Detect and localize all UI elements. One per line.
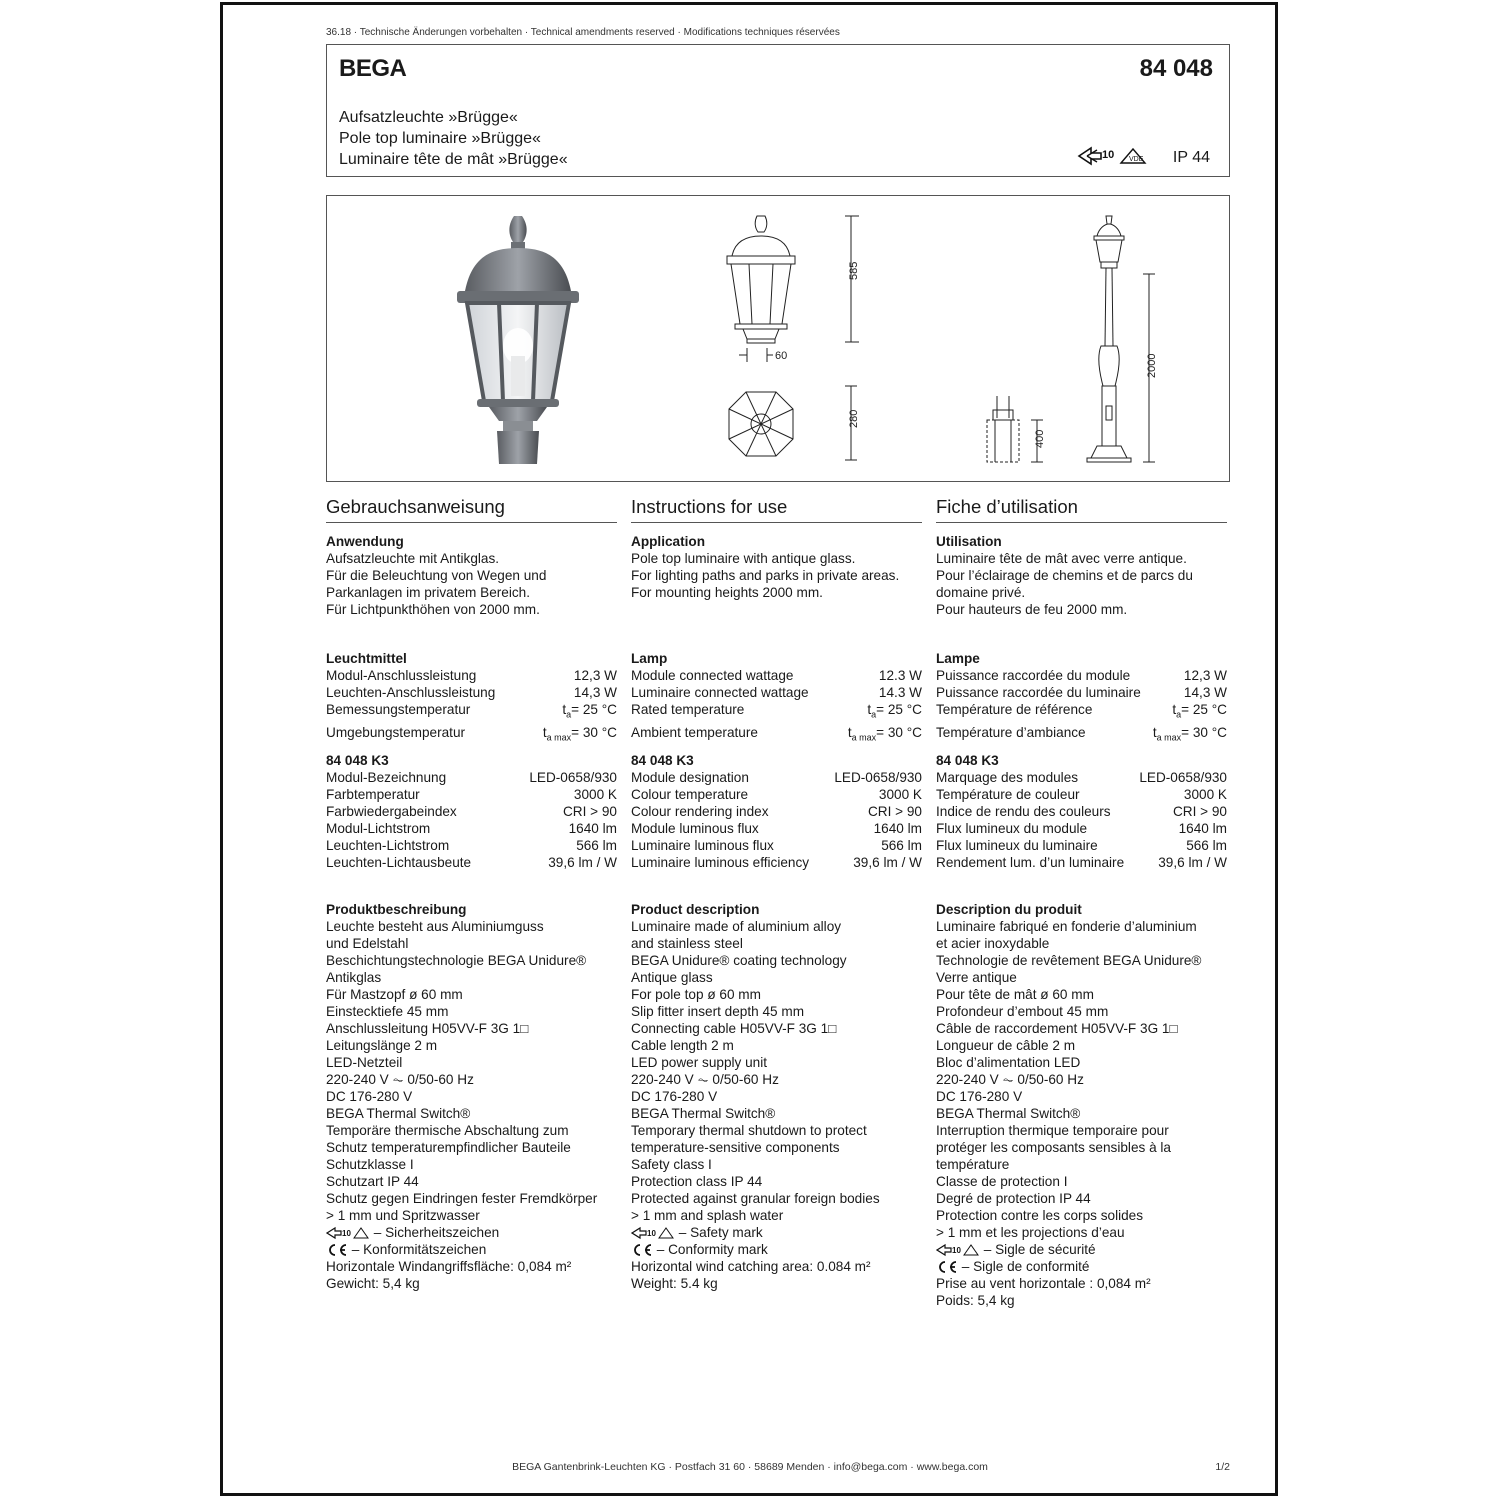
- text-line: Pole top luminaire with antique glass.: [631, 551, 856, 566]
- spec-row: [631, 769, 922, 786]
- spec-value: 12,3 W: [1183, 668, 1227, 683]
- text-line: Schutz temperaturempfindlicher Bauteile: [326, 1140, 571, 1155]
- spec-value: 12,3 W: [573, 668, 617, 683]
- spec-label: Leuchten-Lichtausbeute: [326, 855, 472, 870]
- text-line: Schutz gegen Eindringen fester Fremdkörper: [326, 1191, 598, 1206]
- spec-label: Colour rendering index: [631, 804, 769, 819]
- spec-label: Indice de rendu des couleurs: [936, 804, 1111, 819]
- text-line: BEGA Unidure® coating technology: [631, 953, 847, 968]
- column-de: [326, 495, 617, 1291]
- lamp-section-title: Lamp: [631, 651, 668, 666]
- pole-elevation-drawing: [1087, 216, 1155, 462]
- conformity-mark-line: [936, 1258, 1227, 1275]
- spec-label: Module luminous flux: [631, 821, 759, 836]
- text-line: Degré de protection IP 44: [936, 1191, 1091, 1206]
- spec-row: [631, 803, 922, 820]
- text-line: DC 176-280 V: [326, 1089, 413, 1104]
- module-section: [936, 752, 1227, 871]
- text-line: Schutzklasse I: [326, 1157, 414, 1172]
- spec-label: Luminaire luminous flux: [631, 838, 774, 853]
- spec-label: Flux lumineux du luminaire: [936, 838, 1098, 853]
- spec-label: Leuchten-Lichtstrom: [326, 838, 450, 853]
- conformity-mark-line: [326, 1241, 617, 1258]
- spec-label: Modul-Bezeichnung: [326, 770, 447, 785]
- text-line: et acier inoxydable: [936, 936, 1050, 951]
- spec-value: [1172, 701, 1227, 724]
- article-number: 84 048: [1139, 55, 1213, 82]
- temp-symbol: t: [847, 724, 852, 740]
- description-section: [326, 901, 617, 1292]
- spec-label: Luminaire luminous efficiency: [631, 855, 810, 870]
- text-line: Horizontal wind catching area: 0.084 m²: [631, 1259, 871, 1274]
- spec-label: Module connected wattage: [631, 668, 794, 683]
- spec-label: Marquage des modules: [936, 770, 1079, 785]
- enec-number: 10: [1102, 149, 1115, 161]
- spec-value: LED-0658/930: [529, 770, 617, 785]
- spec-label: Ambient temperature: [631, 724, 758, 740]
- spec-row: [631, 820, 922, 837]
- spec-value: LED-0658/930: [1139, 770, 1227, 785]
- application-section: [631, 533, 922, 601]
- text-line: Pour l’éclairage de chemins et de parcs du: [936, 568, 1193, 583]
- spec-row: [326, 820, 617, 837]
- spec-value: 566 lm: [881, 838, 922, 853]
- text-line: température: [936, 1157, 1010, 1172]
- description-section-title: Product description: [631, 902, 760, 917]
- section-heading: Instructions for use: [631, 495, 922, 523]
- text-line: temperature-sensitive components: [631, 1140, 840, 1155]
- spec-row: [631, 701, 922, 724]
- module-section-title: 84 048 K3: [326, 753, 389, 768]
- lamp-section: [631, 650, 922, 746]
- spec-label: Puissance raccordée du module: [936, 668, 1131, 683]
- spec-value: CRI > 90: [562, 804, 617, 819]
- text-line: LED-Netzteil: [326, 1055, 403, 1070]
- svg-text:10: 10: [647, 1229, 656, 1239]
- spec-value: 14.3 W: [878, 685, 922, 700]
- spec-row: [326, 769, 617, 786]
- text-line: Schutzart IP 44: [326, 1174, 419, 1189]
- text-line: BEGA Thermal Switch®: [326, 1106, 471, 1121]
- text-line: Prise au vent horizontale : 0,084 m²: [936, 1276, 1151, 1291]
- conformity-mark-line: [631, 1241, 922, 1258]
- product-name-de: Aufsatzleuchte »Brügge«: [339, 109, 518, 126]
- product-names: [339, 107, 568, 170]
- spec-label: Température d’ambiance: [936, 724, 1086, 740]
- spec-row: [631, 724, 922, 747]
- spec-row: [936, 684, 1227, 701]
- side-view-drawing: [727, 216, 859, 362]
- text-line: 220-240 V ⏦ 0/50-60 Hz: [936, 1072, 1084, 1087]
- text-line: domaine privé.: [936, 585, 1026, 600]
- temp-subscript: a max: [546, 732, 572, 743]
- text-line: BEGA Thermal Switch®: [936, 1106, 1081, 1121]
- spec-label: Module designation: [631, 770, 749, 785]
- svg-text:VDE: VDE: [1129, 156, 1144, 163]
- text-line: > 1 mm and splash water: [631, 1208, 784, 1223]
- spec-row: [326, 803, 617, 820]
- text-line: Câble de raccordement H05VV-F 3G 1□: [936, 1021, 1178, 1036]
- text-line: Antique glass: [631, 970, 713, 985]
- spec-value: 1640 lm: [568, 821, 617, 836]
- spec-label: Modul-Anschlussleistung: [326, 668, 477, 683]
- text-line: und Edelstahl: [326, 936, 409, 951]
- spec-row: [631, 667, 922, 684]
- text-line: Parkanlagen im privatem Bereich.: [326, 585, 530, 600]
- spec-row: [326, 837, 617, 854]
- top-note: 36.18 · Technische Änderungen vorbehalten · Technical amendments reserved · Modifications techniques réservées: [326, 27, 840, 38]
- text-line: Für die Beleuchtung von Wegen und: [326, 568, 547, 583]
- conformity-mark-text: – Konformitätszeichen: [351, 1242, 487, 1257]
- spec-row: [936, 803, 1227, 820]
- spec-row: [936, 701, 1227, 724]
- spec-label: Leuchten-Anschlussleistung: [326, 685, 496, 700]
- text-line: Temporäre thermische Abschaltung zum: [326, 1123, 569, 1138]
- luminaire-render: [457, 216, 579, 464]
- spec-row: [326, 724, 617, 747]
- spec-row: [936, 854, 1227, 871]
- text-line: and stainless steel: [631, 936, 743, 951]
- text-line: 220-240 V ⏦ 0/50-60 Hz: [631, 1072, 779, 1087]
- temp-value: = 25 °C: [876, 702, 922, 717]
- text-line: Gewicht: 5,4 kg: [326, 1276, 420, 1291]
- svg-text:10: 10: [952, 1246, 961, 1256]
- text-line: Protection class IP 44: [631, 1174, 763, 1189]
- page-number: 1/2: [1215, 1461, 1230, 1473]
- safety-mark-line: [631, 1224, 922, 1241]
- text-line: For pole top ø 60 mm: [631, 987, 761, 1002]
- temp-symbol: t: [1152, 724, 1157, 740]
- temp-symbol: t: [867, 702, 872, 717]
- spec-row: [326, 854, 617, 871]
- text-line: Pour hauteurs de feu 2000 mm.: [936, 602, 1128, 617]
- text-line: Anschlussleitung H05VV-F 3G 1□: [326, 1021, 529, 1036]
- text-line: Cable length 2 m: [631, 1038, 734, 1053]
- spec-label: Température de couleur: [936, 787, 1080, 802]
- application-section: [936, 533, 1227, 618]
- spec-row: [936, 769, 1227, 786]
- ground-sleeve-drawing: [987, 396, 1043, 462]
- text-line: LED power supply unit: [631, 1055, 768, 1070]
- text-line: Interruption thermique temporaire pour: [936, 1123, 1169, 1138]
- spec-value: 14,3 W: [573, 685, 617, 700]
- text-line: Profondeur d’embout 45 mm: [936, 1004, 1109, 1019]
- temp-subscript: a: [566, 709, 572, 720]
- spec-row: [936, 837, 1227, 854]
- text-line: Aufsatzleuchte mit Antikglas.: [326, 551, 500, 566]
- text-line: Technologie de revêtement BEGA Unidure®: [936, 953, 1202, 968]
- spec-value: 566 lm: [1186, 838, 1227, 853]
- text-line: 220-240 V ⏦ 0/50-60 Hz: [326, 1072, 474, 1087]
- text-line: Leitungslänge 2 m: [326, 1038, 438, 1053]
- spec-value: LED-0658/930: [834, 770, 922, 785]
- spec-label: Bemessungstemperatur: [326, 702, 471, 717]
- description-section-title: Produktbeschreibung: [326, 902, 467, 917]
- spec-value: CRI > 90: [1172, 804, 1227, 819]
- dimension-insert: 400: [1034, 429, 1046, 448]
- spec-row: [631, 684, 922, 701]
- spec-label: Luminaire connected wattage: [631, 685, 809, 700]
- safety-mark-text: – Sigle de sécurité: [983, 1242, 1096, 1257]
- spec-value: 3000 K: [573, 787, 617, 802]
- text-line: BEGA Thermal Switch®: [631, 1106, 776, 1121]
- spec-row: [936, 820, 1227, 837]
- dimension-top-view: 280: [848, 409, 860, 428]
- description-section: [631, 901, 922, 1292]
- conformity-mark-text: – Sigle de conformité: [961, 1259, 1090, 1274]
- spec-row: [936, 667, 1227, 684]
- module-section: [631, 752, 922, 871]
- spec-label: Rendement lum. d’un luminaire: [936, 855, 1125, 870]
- spec-label: Farbwiedergabeindex: [326, 804, 457, 819]
- section-heading: Fiche d’utilisation: [936, 495, 1227, 523]
- brand-logo: BEGA: [339, 55, 407, 82]
- spec-value: 3000 K: [1183, 787, 1227, 802]
- spec-row: [936, 786, 1227, 803]
- text-line: Für Mastzopf ø 60 mm: [326, 987, 463, 1002]
- text-line: Bloc d’alimentation LED: [936, 1055, 1081, 1070]
- spec-label: Flux lumineux du module: [936, 821, 1088, 836]
- column-en: [631, 495, 922, 1291]
- safety-mark-line: [326, 1224, 617, 1241]
- spec-label: Modul-Lichtstrom: [326, 821, 431, 836]
- spec-label: Umgebungstemperatur: [326, 724, 466, 740]
- text-line: DC 176-280 V: [631, 1089, 718, 1104]
- spec-row: [936, 724, 1227, 747]
- temp-value: = 30 °C: [1181, 724, 1227, 740]
- spec-value: 3000 K: [878, 787, 922, 802]
- temp-subscript: a max: [851, 732, 877, 743]
- text-line: Pour tête de mât ø 60 mm: [936, 987, 1094, 1002]
- temp-subscript: a: [871, 709, 877, 720]
- text-line: Slip fitter insert depth 45 mm: [631, 1004, 805, 1019]
- text-line: Einstecktiefe 45 mm: [326, 1004, 449, 1019]
- text-line: Antikglas: [326, 970, 382, 985]
- text-line: Protection contre les corps solides: [936, 1208, 1144, 1223]
- text-line: Für Lichtpunkthöhen von 2000 mm.: [326, 602, 540, 617]
- text-line: DC 176-280 V: [936, 1089, 1023, 1104]
- spec-label: Colour temperature: [631, 787, 749, 802]
- text-line: Luminaire tête de mât avec verre antique.: [936, 551, 1187, 566]
- temp-value: = 25 °C: [1181, 702, 1227, 717]
- spec-value: 566 lm: [576, 838, 617, 853]
- spec-row: [631, 786, 922, 803]
- application-section-title: Application: [631, 534, 706, 549]
- lamp-section-title: Lampe: [936, 651, 980, 666]
- spec-value: 14,3 W: [1183, 685, 1227, 700]
- product-name-en: Pole top luminaire »Brügge«: [339, 130, 541, 147]
- spec-label: Rated temperature: [631, 702, 745, 717]
- temp-value: = 25 °C: [571, 702, 617, 717]
- spec-value: 39,6 lm / W: [548, 855, 617, 870]
- spec-value: [543, 724, 617, 747]
- ip-rating: IP 44: [1172, 149, 1210, 166]
- product-name-fr: Luminaire tête de mât »Brügge«: [339, 151, 568, 168]
- text-line: Verre antique: [936, 970, 1017, 985]
- text-line: Poids: 5,4 kg: [936, 1293, 1015, 1308]
- text-line: Temporary thermal shutdown to protect: [631, 1123, 867, 1138]
- temp-symbol: t: [562, 702, 567, 717]
- spec-row: [326, 701, 617, 724]
- text-line: Safety class I: [631, 1157, 712, 1172]
- dimension-mount-height: 2000: [1146, 353, 1158, 378]
- footer-address: BEGA Gantenbrink-Leuchten KG · Postfach 31 60 · 58689 Menden · info@bega.com · www.bega.com: [512, 1461, 988, 1473]
- text-line: Connecting cable H05VV-F 3G 1□: [631, 1021, 837, 1036]
- dimension-height: 585: [848, 261, 860, 280]
- spec-row: [326, 667, 617, 684]
- spec-value: 1640 lm: [1178, 821, 1227, 836]
- text-line: Longueur de câble 2 m: [936, 1038, 1076, 1053]
- application-section-title: Anwendung: [326, 534, 404, 549]
- spec-label: Température de référence: [936, 702, 1093, 717]
- spec-value: [867, 701, 922, 724]
- module-section: [326, 752, 617, 871]
- safety-mark-text: – Sicherheitszeichen: [373, 1225, 500, 1240]
- text-line: For lighting paths and parks in private areas.: [631, 568, 900, 583]
- spec-label: Farbtemperatur: [326, 787, 420, 802]
- text-line: Luminaire fabriqué en fonderie d’aluminium: [936, 919, 1197, 934]
- text-line: Weight: 5.4 kg: [631, 1276, 718, 1291]
- section-heading: Gebrauchsanweisung: [326, 495, 617, 523]
- temp-symbol: t: [1172, 702, 1177, 717]
- spec-label: Puissance raccordée du luminaire: [936, 685, 1141, 700]
- text-line: > 1 mm et les projections d’eau: [936, 1225, 1125, 1240]
- product-drawings: [327, 196, 1229, 481]
- text-line: Leuchte besteht aus Aluminiumguss: [326, 919, 544, 934]
- spec-value: [1153, 724, 1227, 747]
- spec-row: [326, 684, 617, 701]
- top-view-drawing: [729, 386, 857, 460]
- spec-value: 39,6 lm / W: [1158, 855, 1227, 870]
- spec-row: [631, 837, 922, 854]
- svg-text:10: 10: [342, 1229, 351, 1239]
- drawing-box: [326, 195, 1230, 482]
- lamp-section-title: Leuchtmittel: [326, 651, 407, 666]
- safety-mark-line: [936, 1241, 1227, 1258]
- dimension-diameter: 60: [775, 350, 788, 362]
- text-line: protéger les composants sensibles à la: [936, 1140, 1171, 1155]
- text-line: Luminaire made of aluminium alloy: [631, 919, 842, 934]
- description-section: [936, 901, 1227, 1309]
- spec-value: [848, 724, 922, 747]
- spec-value: [562, 701, 617, 724]
- spec-row: [326, 786, 617, 803]
- module-section-title: 84 048 K3: [936, 753, 999, 768]
- description-section-title: Description du produit: [936, 902, 1082, 917]
- spec-value: 1640 lm: [873, 821, 922, 836]
- conformity-mark-text: – Conformity mark: [656, 1242, 768, 1257]
- spec-value: CRI > 90: [867, 804, 922, 819]
- safety-mark-text: – Safety mark: [678, 1225, 763, 1240]
- module-section-title: 84 048 K3: [631, 753, 694, 768]
- temp-subscript: a max: [1156, 732, 1182, 743]
- text-line: Protected against granular foreign bodies: [631, 1191, 880, 1206]
- lamp-section: [326, 650, 617, 746]
- header-box: [326, 44, 1230, 177]
- text-line: Beschichtungstechnologie BEGA Unidure®: [326, 953, 587, 968]
- temp-subscript: a: [1176, 709, 1182, 720]
- text-line: > 1 mm und Spritzwasser: [326, 1208, 480, 1223]
- temp-symbol: t: [542, 724, 547, 740]
- column-fr: [936, 495, 1227, 1308]
- application-section-title: Utilisation: [936, 534, 1002, 549]
- spec-row: [631, 854, 922, 871]
- text-line: Horizontale Windangriffsfläche: 0,084 m²: [326, 1259, 572, 1274]
- enec-mark-icon: [1077, 145, 1149, 172]
- temp-value: = 30 °C: [571, 724, 617, 740]
- temp-value: = 30 °C: [876, 724, 922, 740]
- lamp-section: [936, 650, 1227, 746]
- text-line: For mounting heights 2000 mm.: [631, 585, 823, 600]
- spec-value: 39,6 lm / W: [853, 855, 922, 870]
- text-line: Classe de protection I: [936, 1174, 1068, 1189]
- application-section: [326, 533, 617, 618]
- spec-value: 12.3 W: [878, 668, 922, 683]
